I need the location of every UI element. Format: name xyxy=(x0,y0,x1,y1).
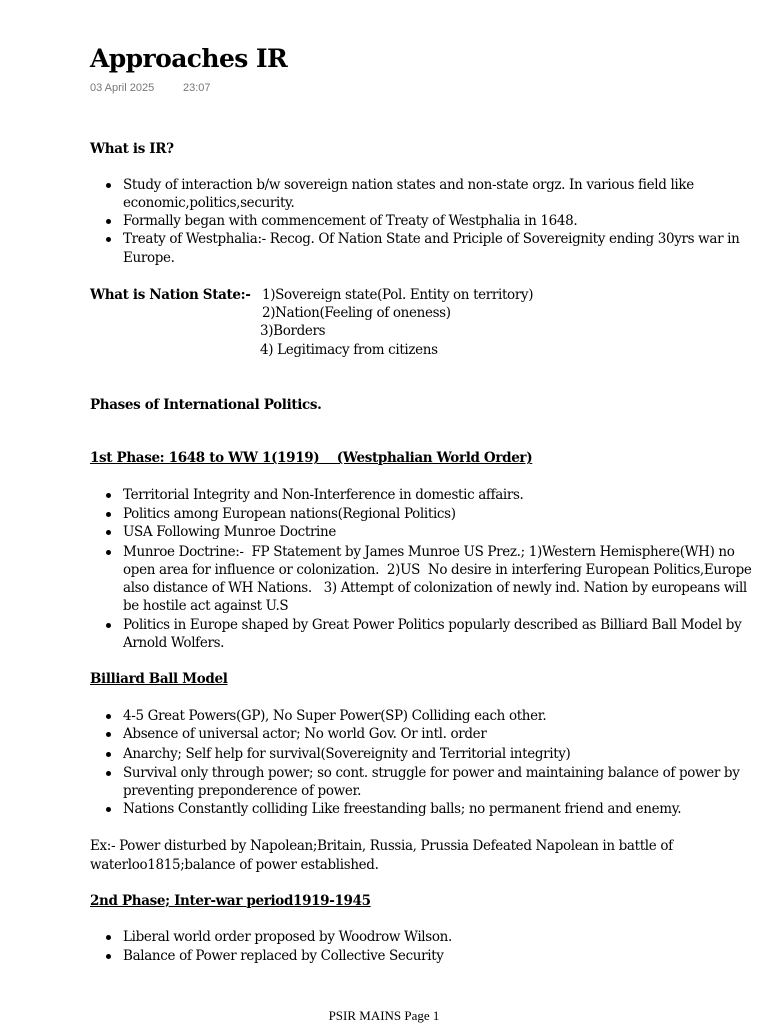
bullet-text: economic,politics,security. xyxy=(123,195,295,211)
bullet-text: Arnold Wolfers. xyxy=(123,635,225,651)
bullet-text: Formally began with commencement of Treaty of Westphalia in 1648. xyxy=(123,213,578,229)
page-footer: PSIR MAINS Page 1 xyxy=(328,1008,440,1023)
bullet-dot xyxy=(106,935,111,940)
nation-state-item: 4) Legitimacy from citizens xyxy=(260,342,438,358)
bullet-dot xyxy=(106,954,111,959)
heading-what-is-ir: What is IR? xyxy=(90,141,174,157)
bullet-dot xyxy=(106,623,111,628)
bullet-dot xyxy=(106,512,111,517)
bullet-text: Treaty of Westphalia:- Recog. Of Nation State and Priciple of Sovereignity ending 30yrs war in xyxy=(123,231,740,247)
bullet-text: also distance of WH Nations. 3) Attempt of colonization of newly ind. Nation by europeans will xyxy=(123,580,747,596)
bullet-text: Territorial Integrity and Non-Interference in domestic affairs. xyxy=(123,487,524,503)
label-nation-state: What is Nation State:- xyxy=(90,287,251,303)
bullet-dot xyxy=(106,237,111,242)
bullet-text: Absence of universal actor; No world Gov. Or intl. order xyxy=(123,726,487,742)
bullet-text: Anarchy; Self help for survival(Sovereignity and Territorial integrity) xyxy=(123,746,571,762)
bullet-text: Study of interaction b/w sovereign nation states and non-state orgz. In various field like xyxy=(123,177,694,193)
example-text: Ex:- Power disturbed by Napolean;Britain, Russia, Prussia Defeated Napolean in battle of xyxy=(90,838,673,854)
bullet-text: Survival only through power; so cont. struggle for power and maintaining balance of power by xyxy=(123,765,740,781)
bullet-text: Politics in Europe shaped by Great Power Politics popularly described as Billiard Ball Model by xyxy=(123,617,742,633)
bullet-text: 4-5 Great Powers(GP), No Super Power(SP) Colliding each other. xyxy=(123,708,547,724)
nation-state-item: 3)Borders xyxy=(260,323,326,339)
bullet-dot xyxy=(106,732,111,737)
bullet-text: be hostile act against U.S xyxy=(123,598,289,614)
heading-phase-2: 2nd Phase; Inter-war period1919-1945 xyxy=(90,893,371,909)
bullet-dot xyxy=(106,550,111,555)
bullet-text: Nations Constantly colliding Like freestanding balls; no permanent friend and enemy. xyxy=(123,801,682,817)
bullet-text: Politics among European nations(Regional Politics) xyxy=(123,506,456,522)
note-time: 23:07 xyxy=(183,82,211,94)
bullet-dot xyxy=(106,183,111,188)
bullet-dot xyxy=(106,771,111,776)
bullet-text: preventing preponderence of power. xyxy=(123,783,362,799)
nation-state-item: 1)Sovereign state(Pol. Entity on territory) xyxy=(262,287,534,303)
note-date: 03 April 2025 xyxy=(90,82,155,94)
bullet-text: Balance of Power replaced by Collective Security xyxy=(123,948,444,964)
bullet-text: Munroe Doctrine:- FP Statement by James Munroe US Prez.; 1)Western Hemisphere(WH) no xyxy=(123,544,735,560)
bullet-dot xyxy=(106,807,111,812)
bullet-dot xyxy=(106,219,111,224)
bullet-text: Liberal world order proposed by Woodrow Wilson. xyxy=(123,929,452,945)
bullet-dot xyxy=(106,530,111,535)
bullet-dot xyxy=(106,752,111,757)
page-title: Approaches IR xyxy=(90,44,288,73)
bullet-text: USA Following Munroe Doctrine xyxy=(123,524,337,540)
heading-phases: Phases of International Politics. xyxy=(90,397,322,413)
bullet-dot xyxy=(106,493,111,498)
example-text: waterloo1815;balance of power established. xyxy=(90,857,379,873)
heading-phase-1: 1st Phase: 1648 to WW 1(1919) (Westphalian World Order) xyxy=(90,450,533,466)
nation-state-item: 2)Nation(Feeling of oneness) xyxy=(262,305,451,321)
bullet-text: Europe. xyxy=(123,250,175,266)
bullet-dot xyxy=(106,714,111,719)
bullet-text: open area for influence or colonization. 2)US No desire in interfering European Politics,Europe xyxy=(123,562,752,578)
heading-billiard-ball-model: Billiard Ball Model xyxy=(90,671,228,687)
